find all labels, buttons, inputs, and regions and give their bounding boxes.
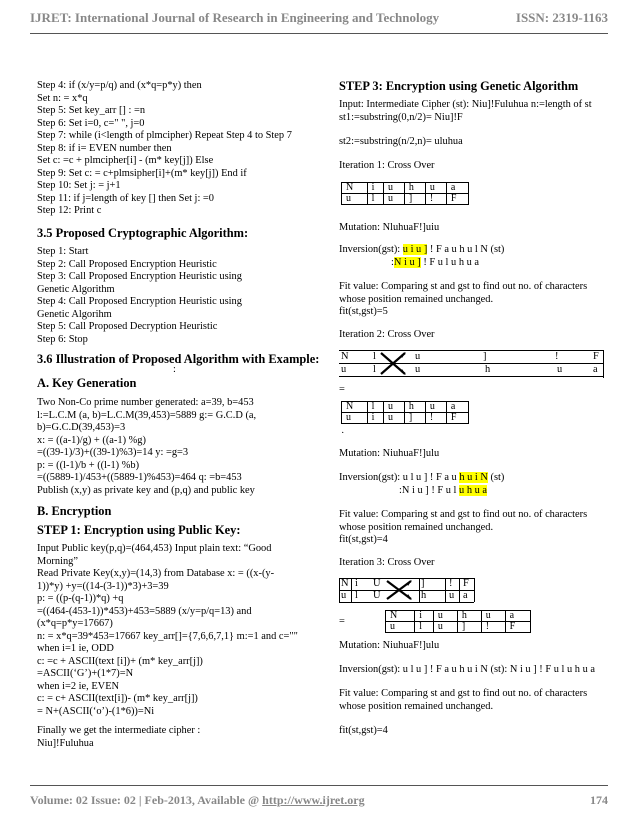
inversion-line xyxy=(339,244,504,257)
enc-line: 1))*y) +y=((14-(3-1))*3)+3=39 xyxy=(37,580,169,592)
cross-char: ! xyxy=(449,578,453,589)
step-line: Step 4: if (x/y=p/q) and (x*q=p*y) then xyxy=(37,80,202,91)
step-line: Step 5: Set key_arr [] : =n xyxy=(37,105,146,116)
table-row xyxy=(386,611,531,622)
dot-mark: · xyxy=(341,428,345,439)
table-cell: N xyxy=(342,183,368,194)
table-cell: u xyxy=(383,413,404,424)
cross-char: U xyxy=(373,590,381,601)
text-line: whose position remained unchanged. xyxy=(339,293,494,305)
enc-line: when i=1 ie, ODD xyxy=(37,643,114,654)
footer-volume xyxy=(30,793,365,808)
cross-char: u xyxy=(449,590,455,601)
text-line: whose position remained unchanged. xyxy=(339,521,494,533)
step-line: Step 3: Call Proposed Encryption Heuristic using xyxy=(37,271,242,282)
table-cell: u xyxy=(425,183,446,194)
text-line: Fit value: Comparing st and gst to find out no. of characters xyxy=(339,281,588,292)
subheading-key-generation: A. Key Generation xyxy=(37,376,137,390)
table-row xyxy=(342,194,469,205)
inversion-suffix: ! F u l u h u a xyxy=(420,256,480,268)
inversion-line xyxy=(391,257,479,270)
step-line: Step 5: Call Proposed Decryption Heuristic xyxy=(37,321,218,332)
highlighted-segment: u h u a xyxy=(459,484,488,496)
subheading-step3: STEP 3: Encryption using Genetic Algorithm xyxy=(339,79,579,93)
cross-char: u xyxy=(415,351,421,362)
step-line: Set n: = x*q xyxy=(37,92,88,104)
keygen-line: b)=G.C.D(39,453)=3 xyxy=(37,422,126,433)
section-heading-3-6: 3.6 Illustration of Proposed Algorithm with Example: xyxy=(37,352,320,366)
table-cell: u xyxy=(481,611,505,622)
step-line: Step 2: Call Proposed Encryption Heuristic xyxy=(37,258,217,270)
step-line: Step 7: while (i<length of plmcipher) Repeat Step 4 to Step 7 xyxy=(37,130,292,141)
table-cell: i xyxy=(367,413,383,424)
table-cell: u xyxy=(433,622,457,633)
section-heading-3-5: 3.5 Proposed Cryptographic Algorithm: xyxy=(37,226,249,240)
rule xyxy=(351,578,352,602)
cross-char: N xyxy=(341,351,349,362)
text-line: Mutation: NiuhuaF!]ulu xyxy=(339,448,440,459)
cross-char: u xyxy=(557,364,563,375)
enc-line: Niu]!Fuluhua xyxy=(37,737,94,749)
table-cell: u xyxy=(342,194,368,205)
table-row xyxy=(386,622,531,633)
cross-char: F xyxy=(593,351,599,362)
crossover-arrows-icon xyxy=(385,578,415,602)
cross-char: l xyxy=(373,351,376,362)
step-line: Step 9: Set c: = c+plmsipher[i]+(m* key[j]) End if xyxy=(37,167,247,179)
text-line: Mutation: NiuhuaF!]ulu xyxy=(339,640,440,651)
cross-char: U xyxy=(373,578,381,589)
step-line: Step 8: if i= EVEN number then xyxy=(37,142,172,154)
inversion-prefix: : xyxy=(391,256,394,268)
table-cell: u xyxy=(386,622,415,633)
table-cell: N xyxy=(342,402,368,413)
table-cell: F xyxy=(446,413,468,424)
cross-char: l xyxy=(373,364,376,375)
table-cell: a xyxy=(446,183,468,194)
rule xyxy=(339,578,340,602)
table-cell: l xyxy=(415,622,434,633)
table-row xyxy=(342,402,469,413)
keygen-line: p: = ((l-1)/b + ((l-1) %b) xyxy=(37,459,140,471)
table-cell: h xyxy=(404,183,425,194)
table-cell: l xyxy=(367,194,383,205)
table-cell: i xyxy=(415,611,434,622)
crossover-arrows-icon xyxy=(379,350,409,377)
step-line: Step 4: Call Proposed Encryption Heuristic using xyxy=(37,296,242,307)
table-cell: u xyxy=(383,194,404,205)
enc-line: =((464-(453-1))*453)+453=5889 (x/y=p/q=13) and xyxy=(37,605,252,617)
cross-char: i xyxy=(355,578,358,589)
rule xyxy=(445,578,446,602)
page-number: 174 xyxy=(590,793,608,807)
enc-line: Read Private Key(x,y)=(14,3) from Database x: = ((x-(y- xyxy=(37,568,275,579)
rule xyxy=(419,578,420,602)
table-cell: F xyxy=(446,194,468,205)
text-line: st1:=substring(0,n/2)= Niu]!F xyxy=(339,111,463,123)
table-row xyxy=(342,413,469,424)
cross-char: a xyxy=(593,364,598,375)
inversion-prefix: Inversion(gst): xyxy=(339,244,403,255)
enc-line: (x*q=p*y=17667) xyxy=(37,618,113,629)
cross-char: u xyxy=(341,364,347,375)
table-cell: ! xyxy=(481,622,505,633)
text-line: fit(st,gst)=4 xyxy=(339,534,388,545)
table-crossover-1 xyxy=(341,182,469,205)
text-line: Mutation: NluhuaF!]uiu xyxy=(339,222,440,233)
cross-char: ] xyxy=(483,351,487,362)
cross-char: u xyxy=(415,364,421,375)
text-line: Iteration 1: Cross Over xyxy=(339,160,435,171)
keygen-line: l:=L.C.M (a, b)=L.C.M(39,453)=5889 g:= G.C.D (a, xyxy=(37,409,257,421)
highlighted-segment: h u i N xyxy=(459,472,488,483)
cross-char: u xyxy=(341,590,347,601)
footer-rule xyxy=(30,785,608,786)
table-crossover-3 xyxy=(385,610,531,633)
table-crossover-2 xyxy=(341,401,469,424)
table-cell: ] xyxy=(457,622,481,633)
enc-line: = N+(ASCII(‘o’)-(1*6))=Ni xyxy=(37,705,155,717)
header-rule xyxy=(30,33,608,34)
table-cell: N xyxy=(386,611,415,622)
step-line: Step 1: Start xyxy=(37,246,89,257)
inversion-prefix: Inversion(gst): u l u ] ! F a u xyxy=(339,472,460,483)
inversion-prefix: :N i u ] ! F u l xyxy=(399,484,460,496)
journal-title: IJRET: International Journal of Research in Engineering and Technology xyxy=(30,10,440,25)
equals-sign: = xyxy=(339,616,345,627)
step-line: Step 11: if j=length of key [] then Set j: =0 xyxy=(37,192,214,204)
text-line: Iteration 2: Cross Over xyxy=(339,329,435,340)
enc-line: c: = c+ ASCII(text[i])- (m* key_arr[j]) xyxy=(37,693,198,704)
journal-link[interactable]: http://www.ijret.org xyxy=(262,793,365,807)
cross-char: ] xyxy=(421,578,425,589)
enc-line: Input Public key(p,q)=(464,453) Input plain text: “Good xyxy=(37,543,272,554)
table-cell: a xyxy=(446,402,468,413)
text-line: whose position remained unchanged. xyxy=(339,700,494,712)
enc-line: p: = ((p-(q-1))*q) +q xyxy=(37,593,124,604)
table-row xyxy=(342,183,469,194)
inversion-line xyxy=(339,472,504,485)
step-line: Genetic Algorihm xyxy=(37,308,112,320)
step-line: Step 6: Set i=0, c=" ", j=0 xyxy=(37,117,145,129)
keygen-line: x: = ((a-1)/g) + ((a-1) %g) xyxy=(37,434,146,446)
step-line: Set c: =c + plmcipher[i] - (m* key[j]) Else xyxy=(37,155,214,166)
step-line: Step 12: Print c xyxy=(37,205,102,216)
text-line: Iteration 3: Cross Over xyxy=(339,557,435,568)
highlighted-segment: u i u ] xyxy=(402,244,428,255)
table-cell: a xyxy=(505,611,530,622)
text-line: fit(st,gst)=4 xyxy=(339,725,388,736)
enc-line: =ASCII(‘G’)+(1*7)=N xyxy=(37,668,134,679)
equals-sign: = xyxy=(339,384,345,395)
table-cell: u xyxy=(383,402,404,413)
inversion-suffix: ! F a u h u l N (st) xyxy=(427,244,505,255)
step-line: Genetic Algorithm xyxy=(37,283,115,295)
table-cell: u xyxy=(383,183,404,194)
table-cell: F xyxy=(505,622,530,633)
keygen-line: =((39-1)/3)+((39-1)%3)=14 y: =g=3 xyxy=(37,447,189,458)
highlighted-segment: N i u ] xyxy=(393,256,421,268)
subheading-encryption: B. Encryption xyxy=(37,504,112,518)
table-cell: ! xyxy=(425,194,446,205)
text-line: Inversion(gst): u l u ] ! F a u h u i N (st): N i u ] ! F u l u h u a xyxy=(339,664,595,675)
keygen-line: Publish (x,y) as private key and (p,q) and public key xyxy=(37,484,255,496)
cross-char: l xyxy=(355,590,358,601)
step-line: Step 6: Stop xyxy=(37,333,88,345)
keygen-line: =((5889-1)/453+((5889-1)%453)=464 q: =b=453 xyxy=(37,472,242,483)
subheading-step1: STEP 1: Encryption using Public Key: xyxy=(37,523,241,537)
cross-char: F xyxy=(463,578,469,589)
table-cell: h xyxy=(404,402,425,413)
text-line: Fit value: Comparing st and gst to find out no. of characters xyxy=(339,688,588,699)
issn: ISSN: 2319-1163 xyxy=(515,10,608,25)
table-cell: h xyxy=(457,611,481,622)
rule xyxy=(459,578,460,602)
cross-char: h xyxy=(485,364,491,375)
step-line: Step 10: Set j: = j+1 xyxy=(37,180,121,191)
table-cell: ] xyxy=(404,194,425,205)
inversion-suffix: (st) xyxy=(487,472,505,483)
cross-char: h xyxy=(421,590,427,601)
enc-line: Finally we get the intermediate cipher : xyxy=(37,725,201,736)
table-cell: ! xyxy=(425,413,446,424)
page-header xyxy=(30,10,608,30)
text-line: fit(st,gst)=5 xyxy=(339,306,388,317)
enc-line: c: =c + ASCII(text [i])+ (m* key_arr[j]) xyxy=(37,655,203,667)
text-line: Input: Intermediate Cipher (st): Niu]!Fuluhua n:=length of st xyxy=(339,99,592,110)
enc-line: Morning” xyxy=(37,555,78,567)
cross-char: ! xyxy=(555,351,559,362)
text-line: st2:=substring(n/2,n)= uluhua xyxy=(339,136,463,147)
enc-line: when i=2 ie, EVEN xyxy=(37,680,120,692)
volume-text: Volume: 02 Issue: 02 | Feb-2013, Available @ xyxy=(30,793,263,807)
keygen-line: Two Non-Co prime number generated: a=39, b=453 xyxy=(37,397,254,408)
inversion-line xyxy=(399,485,487,498)
table-cell: ] xyxy=(404,413,425,424)
rule xyxy=(474,578,475,602)
cross-char: N xyxy=(341,578,349,589)
page-footer xyxy=(30,793,608,808)
table-cell: u xyxy=(342,413,368,424)
enc-line: n: = x*q=39*453=17667 key_arr[]={7,6,6,7,1} m:=1 and c="" xyxy=(37,630,298,642)
table-cell: l xyxy=(367,402,383,413)
text-line: Fit value: Comparing st and gst to find out no. of characters xyxy=(339,509,588,520)
cross-char: a xyxy=(463,590,468,601)
table-cell: i xyxy=(367,183,383,194)
colon-mark: : xyxy=(173,364,176,375)
table-cell: u xyxy=(433,611,457,622)
table-cell: u xyxy=(425,402,446,413)
